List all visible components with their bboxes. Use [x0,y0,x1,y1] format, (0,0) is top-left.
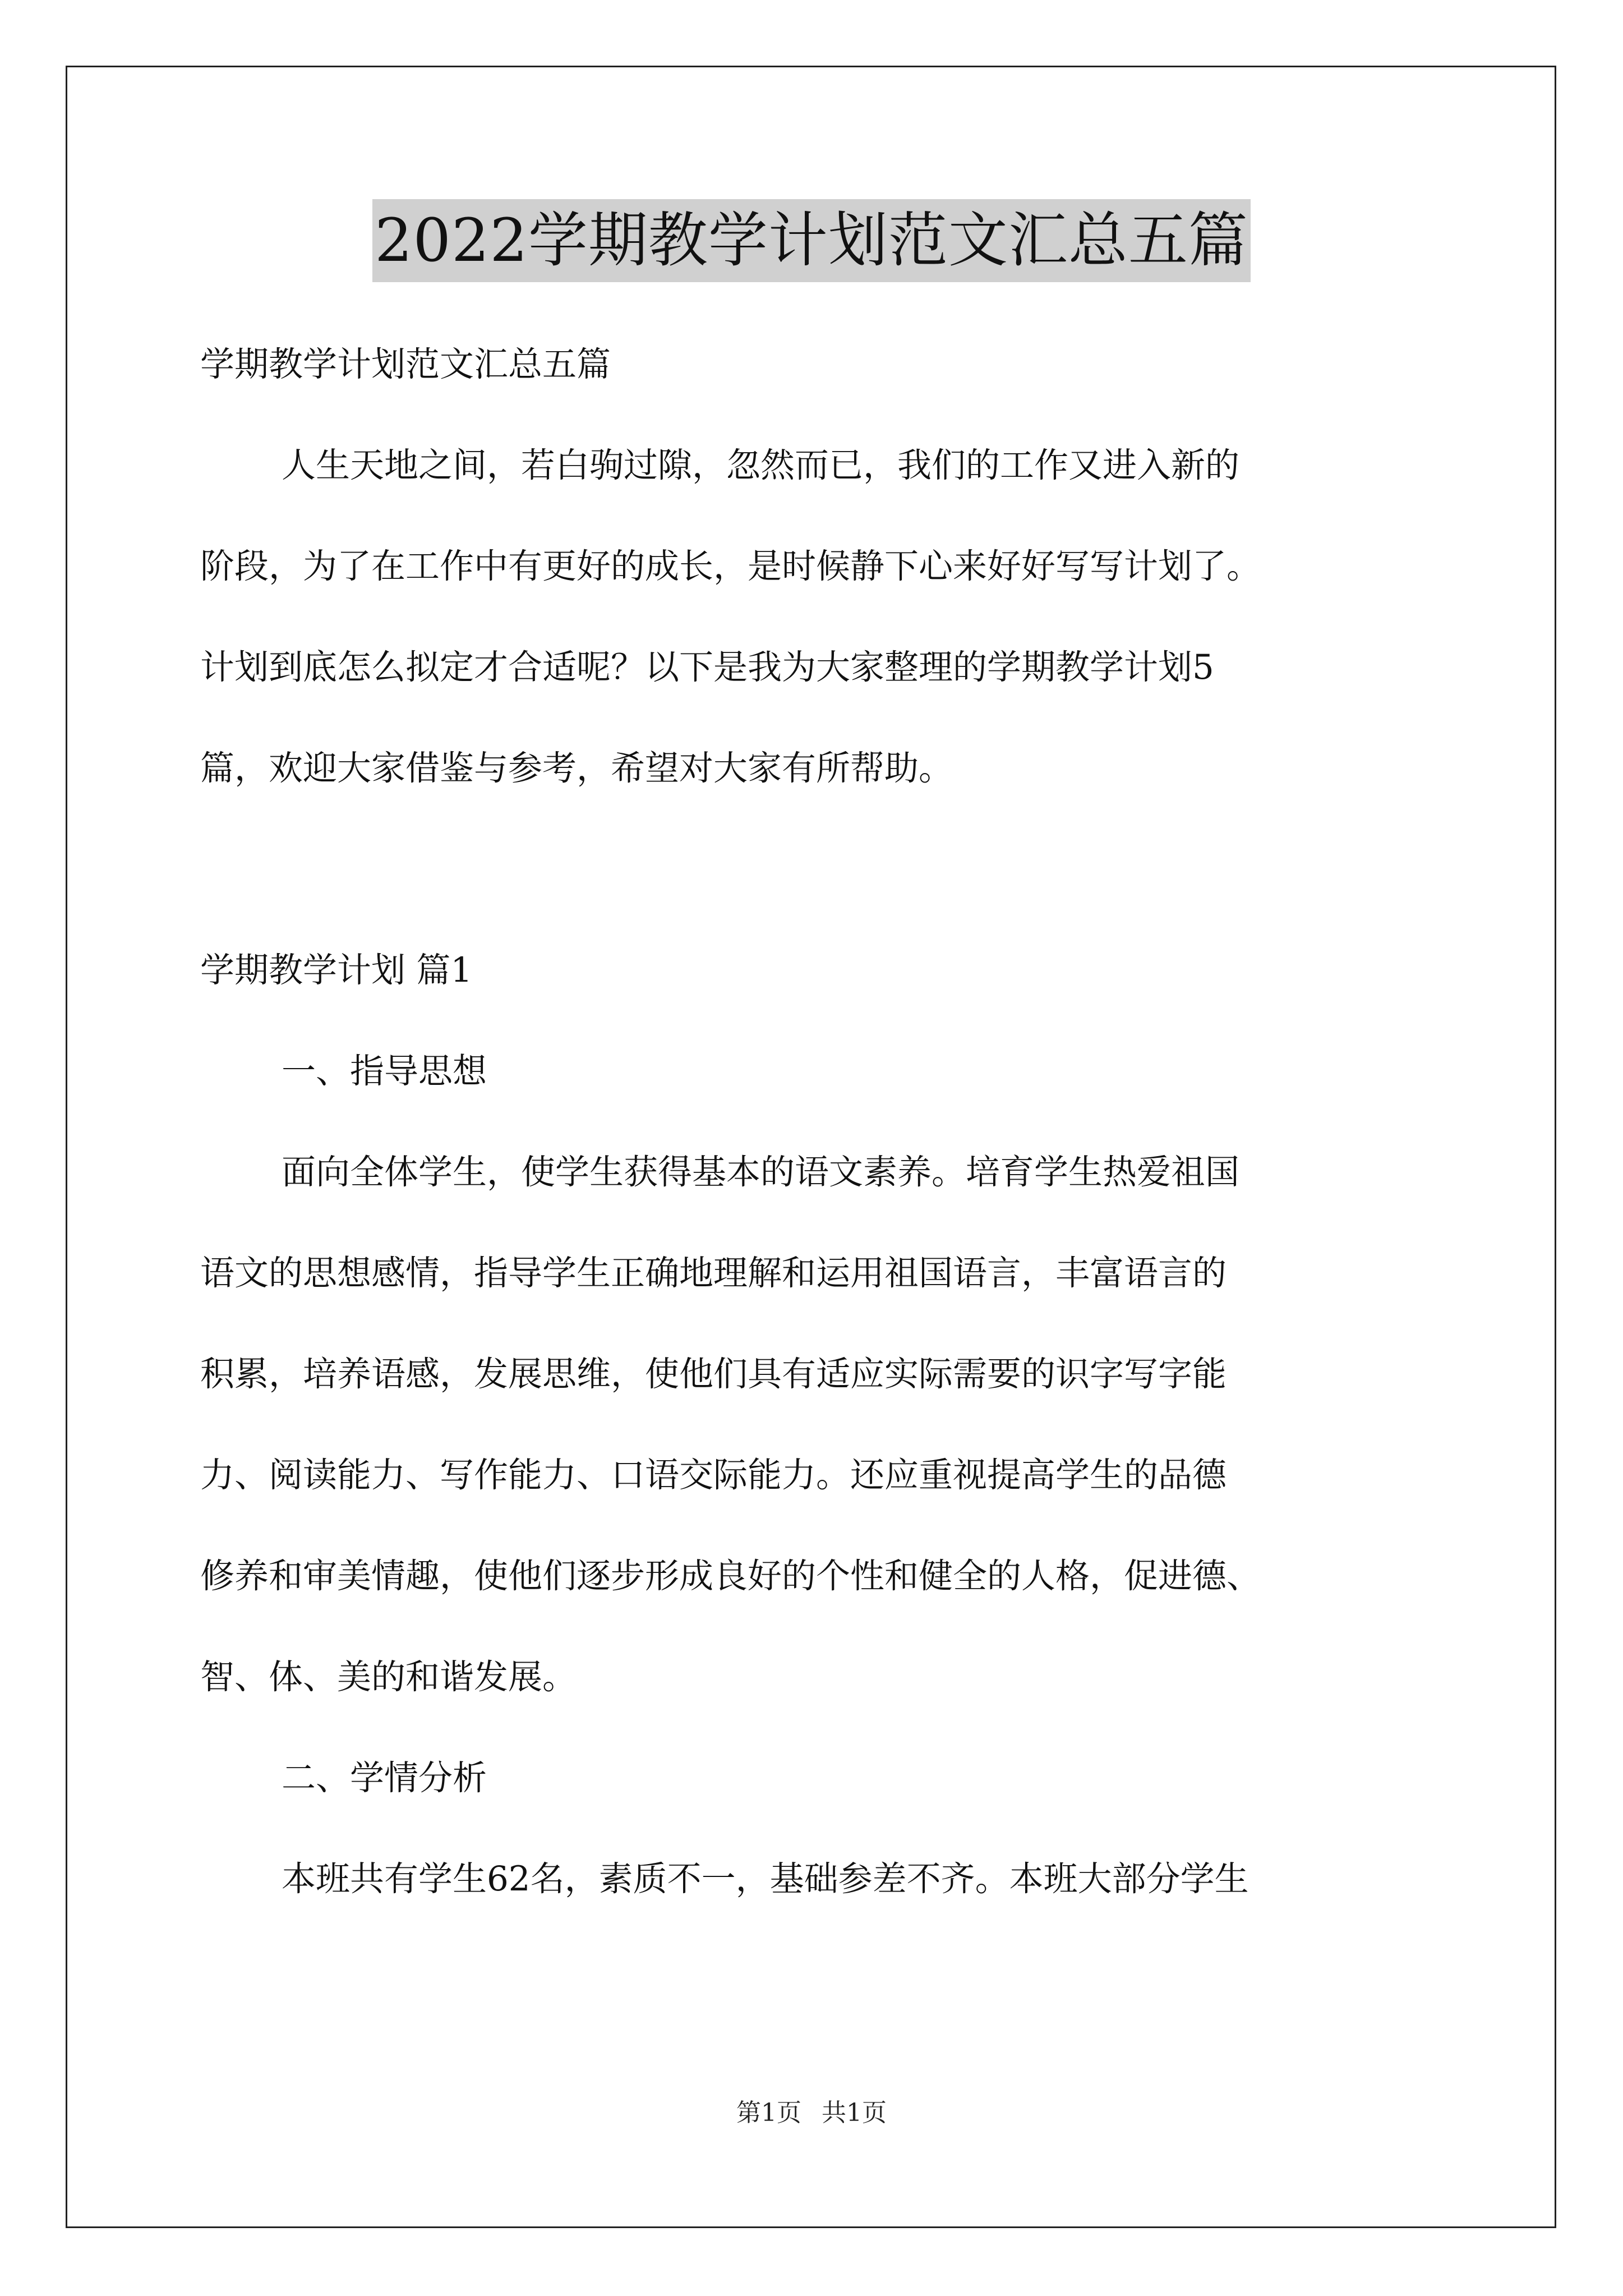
body-line: 智、体、美的和谐发展。 [200,1657,577,1697]
intro-line: 计划到底怎么拟定才合适呢？以下是我为大家整理的学期教学计划5 [200,647,1214,687]
page-footer [0,2092,1623,2128]
page-number-current: 第1页 [736,2099,801,2127]
body-line: 力、阅读能力、写作能力、口语交际能力。还应重视提高学生的品德 [200,1455,1227,1495]
intro-line: 阶段，为了在工作中有更好的成长，是时候静下心来好好写写计划了。 [200,546,1261,586]
body-line: 语文的思想感情，指导学生正确地理解和运用祖国语言，丰富语言的 [200,1253,1227,1293]
intro-line: 篇，欢迎大家借鉴与参考，希望对大家有所帮助。 [200,748,953,788]
title-area [0,199,1623,282]
intro-heading: 学期教学计划范文汇总五篇 [200,344,611,384]
document-body [200,314,1462,1930]
paragraph-gap [200,819,1462,920]
part-heading: 一、指导思想 [282,1051,487,1091]
page-number-total: 共1页 [822,2099,887,2127]
part-heading: 二、学情分析 [282,1758,487,1798]
body-line: 修养和审美情趣，使他们逐步形成良好的个性和健全的人格，促进德、 [200,1556,1261,1596]
intro-line: 人生天地之间，若白驹过隙，忽然而已，我们的工作又进入新的 [282,445,1240,485]
body-line: 积累，培养语感，发展思维，使他们具有适应实际需要的识字写字能 [200,1354,1227,1394]
section-heading: 学期教学计划 篇1 [200,950,473,990]
body-line: 本班共有学生62名，素质不一，基础参差不齐。本班大部分学生 [282,1859,1249,1899]
body-line: 面向全体学生，使学生获得基本的语文素养。培育学生热爱祖国 [282,1152,1240,1192]
document-title: 2022学期教学计划范文汇总五篇 [372,199,1251,282]
